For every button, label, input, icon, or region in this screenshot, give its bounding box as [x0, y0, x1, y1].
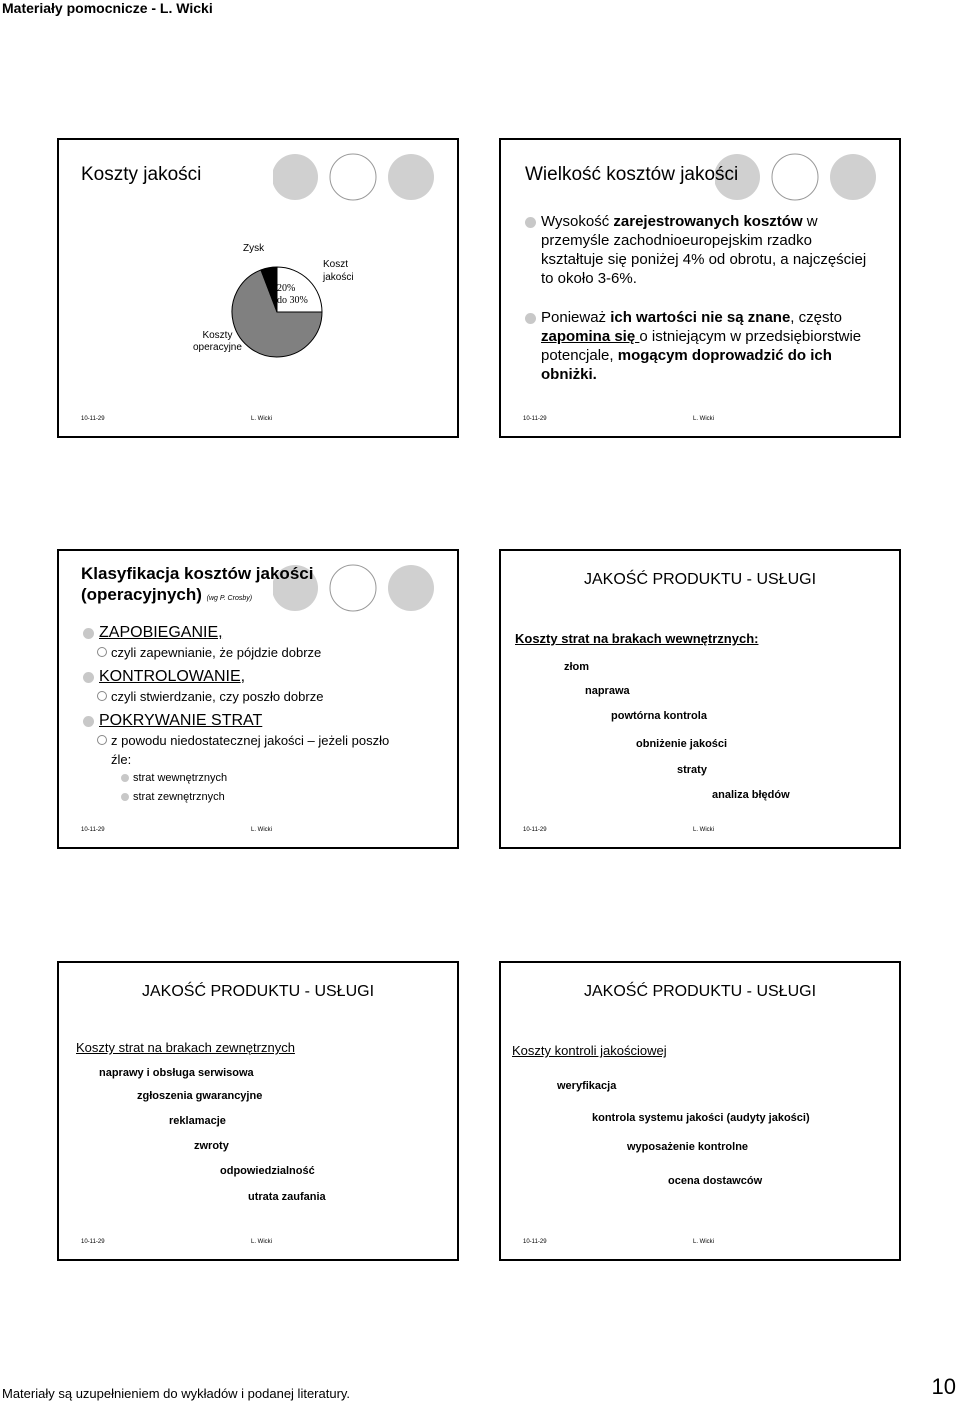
title-line1: Klasyfikacja kosztów jakości — [81, 564, 314, 583]
title-line2: (operacyjnych) — [81, 585, 202, 604]
slide-date: 10-11-29 — [81, 827, 105, 833]
bullet-item — [523, 212, 873, 288]
list-item: wyposażenie kontrolne — [627, 1141, 749, 1153]
list-item: ocena dostawców — [668, 1175, 763, 1187]
text: strat zewnętrznych — [133, 791, 225, 803]
slide-author: L. Wicki — [251, 827, 272, 833]
bullet-list — [523, 212, 873, 384]
text: strat wewnętrznych — [133, 772, 228, 784]
section-heading: Koszty strat na brakach zewnętrznych — [76, 1040, 295, 1055]
slide-braki-zewnetrzne — [57, 961, 459, 1261]
category-pokrywanie-strat: POKRYWANIE STRAT — [99, 712, 263, 729]
slide-kontrola-jakosciowa — [499, 961, 901, 1261]
slide-title: JAKOŚĆ PRODUKTU - USŁUGI — [141, 983, 375, 1000]
slide-title: Wielkość kosztów jakości — [525, 164, 739, 185]
slide-date: 10-11-29 — [81, 1239, 105, 1245]
list-item: reklamacje — [169, 1115, 226, 1127]
pie-chart — [227, 262, 327, 362]
label-koszty-operacyjne — [193, 330, 242, 354]
text: Ponieważ — [541, 309, 611, 326]
bullet-ring-icon — [97, 647, 107, 657]
decorative-circles-icon — [715, 152, 885, 202]
slide-title: JAKOŚĆ PRODUKTU - USŁUGI — [583, 571, 817, 588]
slide-date: 10-11-29 — [523, 827, 547, 833]
list-item: kontrola systemu jakości (audyty jakości) — [592, 1112, 810, 1124]
list-item: naprawy i obsługa serwisowa — [99, 1067, 254, 1079]
text-bold: mogącym doprowadzić do ich obniżki. — [541, 347, 832, 383]
list-item: straty — [677, 764, 707, 776]
bullet-item — [523, 308, 873, 384]
title-note: (wg P. Crosby) — [206, 595, 253, 602]
page-number: 10 — [931, 1374, 956, 1399]
label-percent — [277, 283, 308, 307]
slide-klasyfikacja — [57, 549, 459, 849]
category-zapobieganie: ZAPOBIEGANIE, — [99, 624, 223, 641]
slide-author: L. Wicki — [251, 416, 272, 422]
category-kontrolowanie: KONTROLOWANIE — [99, 668, 241, 685]
slide-date: 10-11-29 — [523, 416, 547, 422]
slide-author: L. Wicki — [693, 416, 714, 422]
bullet-dot-icon — [121, 774, 129, 782]
sub-item — [97, 731, 401, 769]
text: , — [240, 668, 246, 685]
list-item: powtórna kontrola — [611, 710, 707, 722]
list-item: złom — [564, 661, 590, 673]
text: czyli zapewnianie, że pójdzie dobrze — [111, 645, 322, 660]
page-header: Materiały pomocnicze - L. Wicki — [2, 0, 213, 16]
list-item: weryfikacja — [557, 1080, 617, 1092]
bullet-dot-icon — [525, 313, 536, 324]
list-item: analiza błędów — [712, 789, 790, 801]
text: czyli stwierdzanie, czy poszło dobrze — [111, 689, 324, 704]
list-item: naprawa — [585, 685, 630, 697]
bullet-ring-icon — [97, 691, 107, 701]
text: w przemyśle zachodnioeuropejskim rzadko kształtuje się poniżej 4% od obrotu, a najczęściej to około 3-6%. — [541, 213, 867, 287]
slide-author: L. Wicki — [693, 827, 714, 833]
sub-item — [97, 687, 431, 707]
slide-title: JAKOŚĆ PRODUKTU - USŁUGI — [583, 983, 817, 1000]
text-bold: zarejestrowanych kosztów — [613, 213, 803, 230]
bullet-ring-icon — [97, 735, 107, 745]
text: Wysokość — [541, 213, 614, 230]
slide-braki-wewnetrzne — [499, 549, 901, 849]
bullet-dot-icon — [83, 628, 94, 639]
slide-title: Koszty jakości — [81, 164, 202, 185]
label-percent-line2: do 30% — [277, 295, 308, 306]
slide-wielkosc-kosztow — [499, 138, 901, 438]
list-item: utrata zaufania — [248, 1191, 326, 1203]
slide-author: L. Wicki — [251, 1239, 272, 1245]
list-item: obniżenie jakości — [636, 738, 728, 750]
slide-koszty-jakosci — [57, 138, 459, 438]
bullet-dot-icon — [83, 716, 94, 727]
slide-title — [81, 563, 313, 609]
slide-date: 10-11-29 — [81, 416, 105, 422]
text: z powodu niedostatecznej jakości – jeżeli poszło źle: — [111, 733, 390, 767]
slide-author: L. Wicki — [693, 1239, 714, 1245]
slide-date: 10-11-29 — [523, 1239, 547, 1245]
section-heading: Koszty strat na brakach wewnętrznych: — [515, 631, 759, 646]
bullet-dot-icon — [121, 793, 129, 801]
list-item: odpowiedzialność — [220, 1165, 315, 1177]
label-operacyjne-line1: Koszty — [202, 330, 233, 341]
section-heading: Koszty kontroli jakościowej — [512, 1043, 667, 1058]
text-bold: ich wartości nie są znane — [610, 309, 791, 326]
label-koszt-line1: Koszt — [323, 259, 349, 270]
page-footer: Materiały są uzupełnieniem do wykładów i podanej literatury. — [2, 1386, 351, 1401]
text: , często — [790, 309, 842, 326]
sub-item — [97, 643, 431, 663]
list-item: zgłoszenia gwarancyjne — [137, 1090, 263, 1102]
text-bold-underlined: zapomina się — [541, 328, 640, 345]
category-item — [81, 711, 431, 731]
label-koszt-line2: jakości — [323, 272, 354, 283]
classification-list — [81, 623, 431, 807]
label-percent-line1: 20% — [277, 283, 296, 294]
sub-sub-item — [121, 769, 431, 788]
bullet-dot-icon — [525, 217, 536, 228]
category-item — [81, 667, 431, 687]
category-item — [81, 623, 431, 643]
text: o istniejącym w przedsiębiorstwie potencjale, — [541, 328, 862, 364]
list-item: zwroty — [194, 1140, 229, 1152]
label-zysk: Zysk — [243, 243, 265, 254]
label-operacyjne-line2: operacyjne — [193, 342, 242, 353]
sub-sub-item — [121, 788, 431, 807]
bullet-dot-icon — [83, 672, 94, 683]
decorative-circles-icon — [273, 152, 443, 202]
label-koszt-jakosci — [323, 258, 354, 284]
